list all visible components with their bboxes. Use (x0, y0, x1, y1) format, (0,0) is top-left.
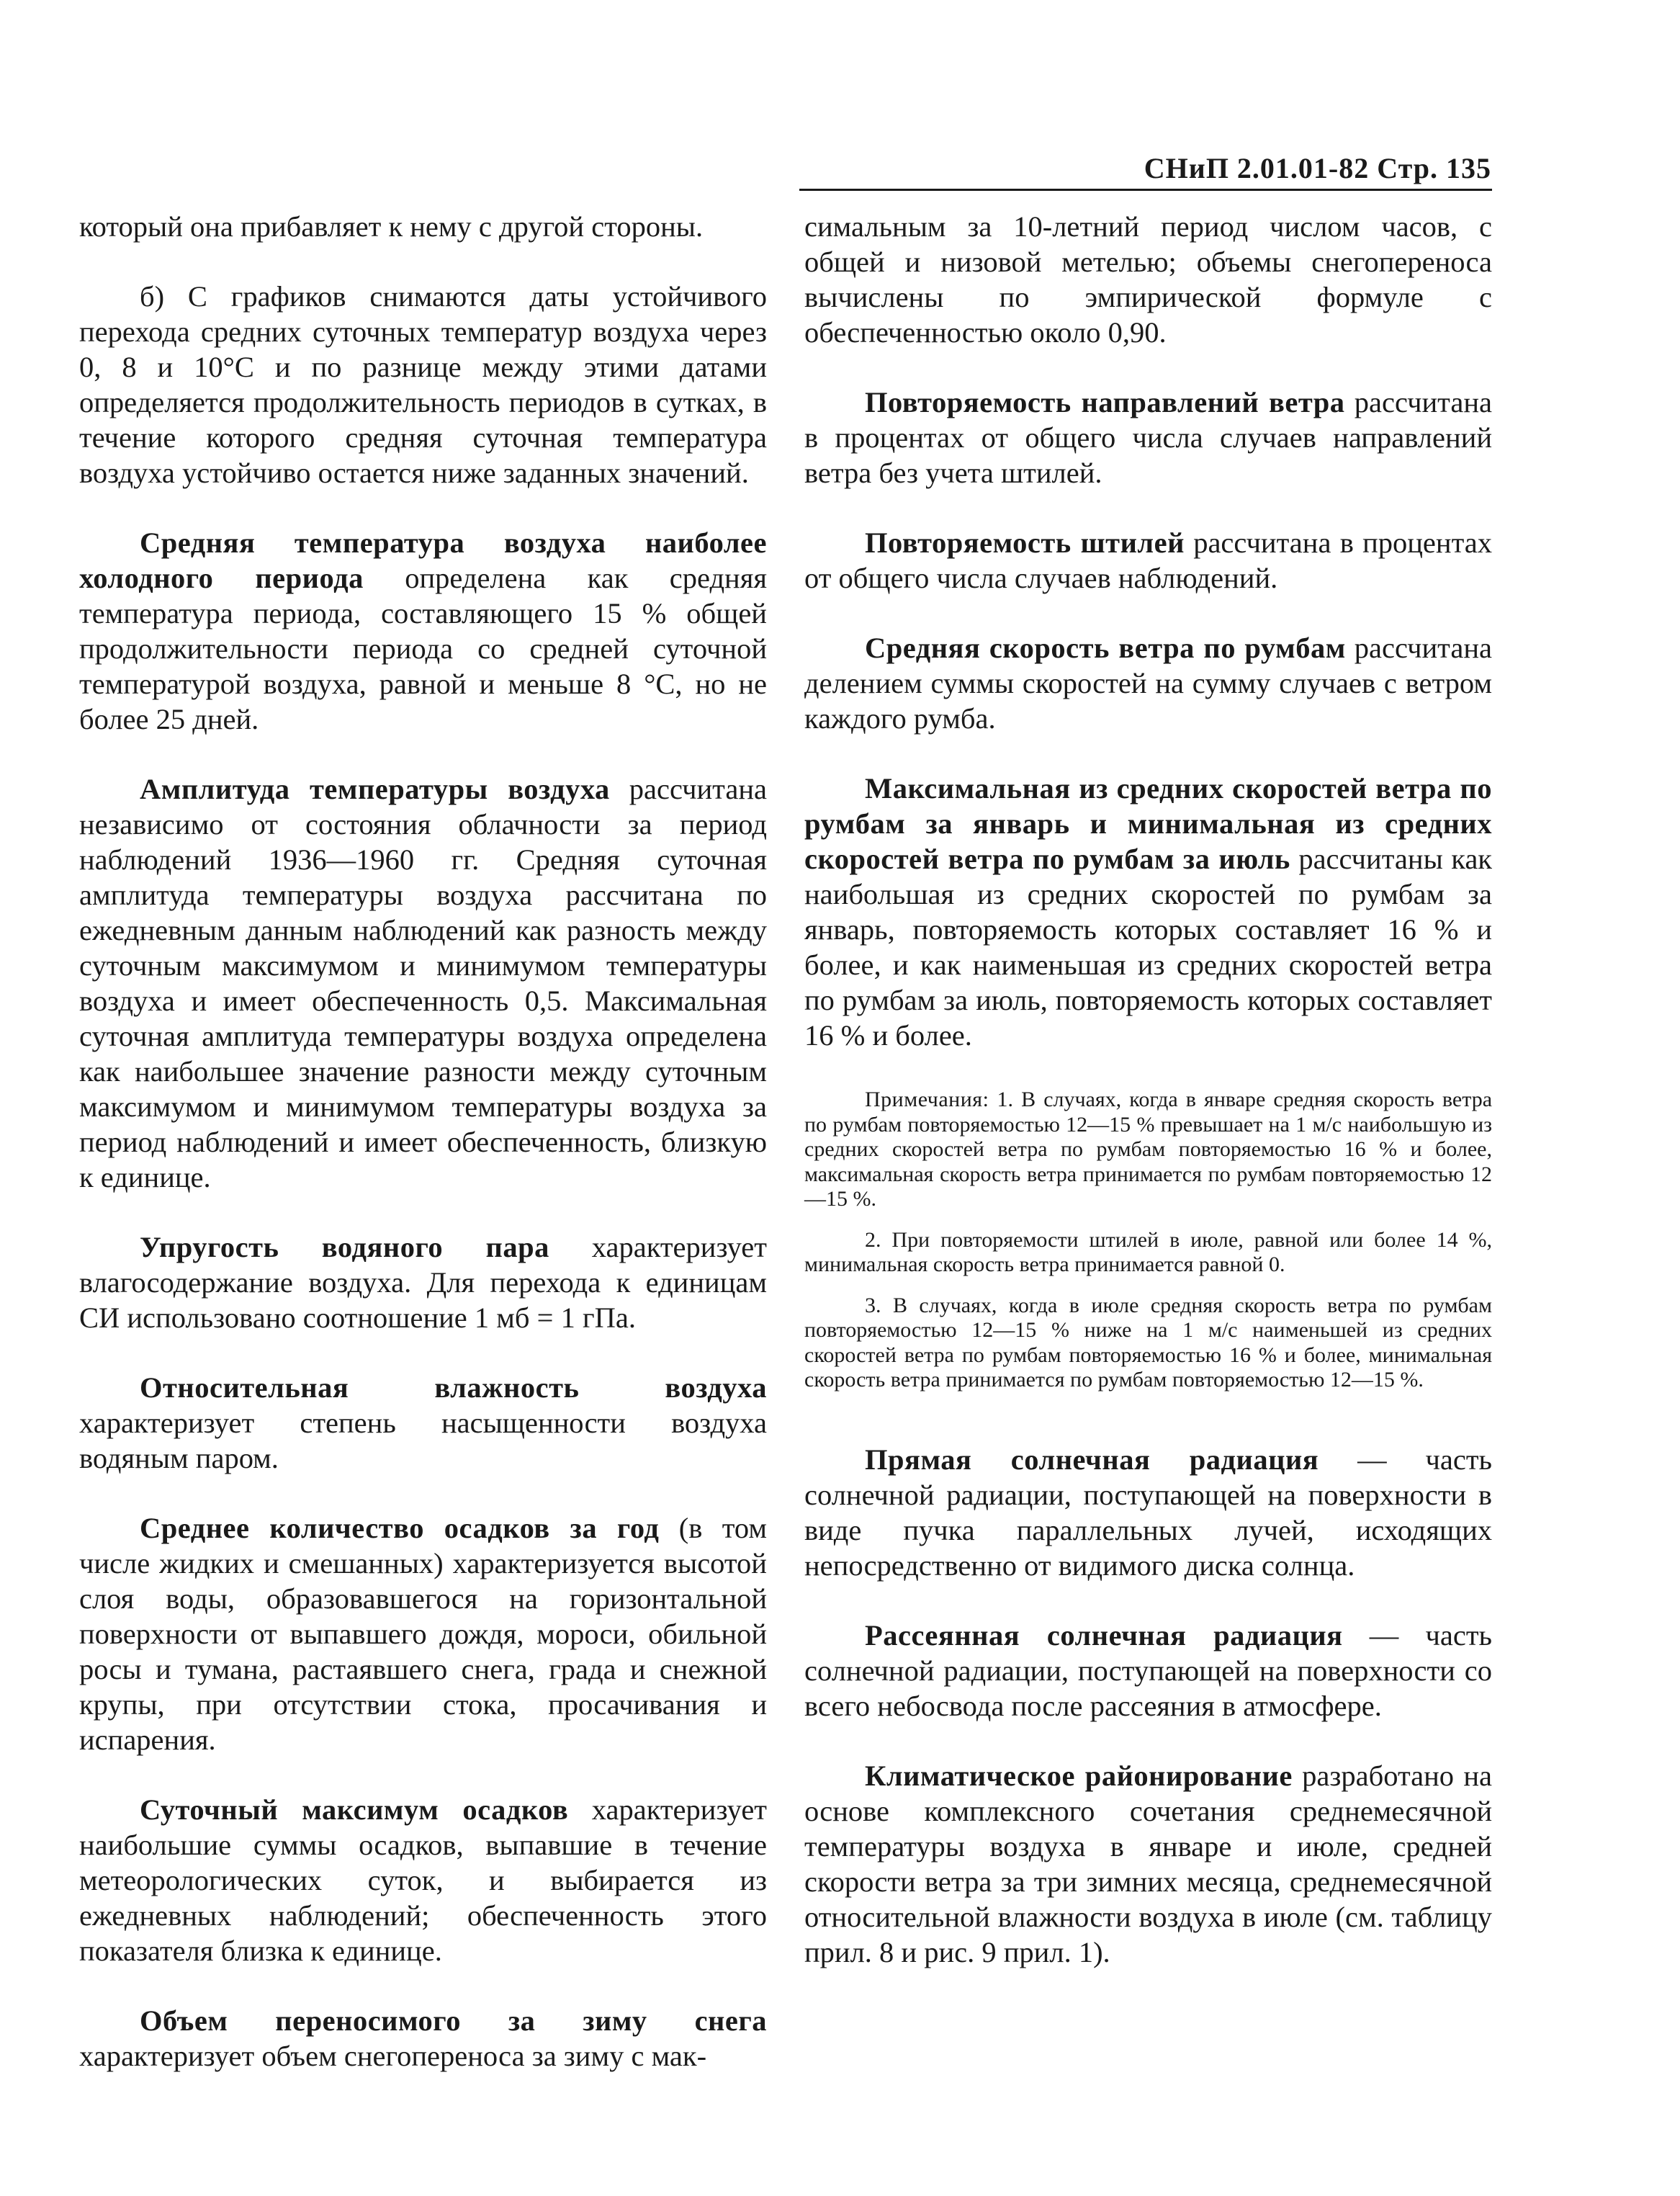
term: Упругость водяного пара (140, 1231, 549, 1263)
definition-text: характеризует наибольшие суммы осадков, выпавшие в течение метеорологических суток, и выбирается из ежедневных наблюдений; обеспеченность этого показателя близка к единице. (79, 1793, 767, 1967)
term: Амплитуда температуры воздуха (140, 773, 610, 805)
notes-title: Примечания: (865, 1088, 989, 1111)
definition-paragraph (804, 771, 1492, 1053)
definition-text: характеризует влагосодержание воздуха. Для перехода к единицам СИ использовано соотношение 1 мб = 1 гПа. (79, 1231, 767, 1334)
definition-text: рассчитана делением суммы скоростей на сумму случаев с ветром каждого румба. (804, 632, 1492, 735)
note-item (804, 1088, 1492, 1212)
term: Максимальная из средних скоростей ветра по румбам за январь и минимальная из средних скоростей ветра по румбам за июль (804, 772, 1492, 875)
term: Средняя скорость ветра по румбам (865, 632, 1346, 664)
definition-text: рассчитана независимо от состояния облачности за период наблюдений 1936—1960 гг. Средняя суточная амплитуда температуры воздуха рассчитана по ежедневным данным наблюдений как разность между суточным максимумом и минимумом температуры воздуха и имеет обеспеченность 0,5. Максимальная суточная амплитуда температуры воздуха определена как наибольшее значение разности между суточным максимумом и минимумом температуры воздуха за период наблюдений и имеет обеспеченность, близкую к единице. (79, 773, 767, 1193)
term: Климатическое районирование (865, 1759, 1293, 1792)
definition-text: определена как средняя температура периода, составляющего 15 % общей продолжительности периода со средней суточной температурой воздуха, равной и меньше 8 °С, но не более 25 дней. (79, 562, 767, 735)
note-text: 1. В случаях, когда в январе средняя скорость ветра по румбам повторяемостью 12—15 % превышает на 1 м/с наибольшую из средних скоростей ветра по румбам повторяемостью 16 % и более, максимальная скорость ветра принимается по румбам повторяемостью 12—15 %. (804, 1088, 1493, 1211)
definition-paragraph (79, 525, 767, 737)
definition-text: — часть солнечной радиации, поступающей на поверхности со всего небосвода после рассеяния в атмосфере. (804, 1618, 1492, 1722)
definition-text: характеризует степень насыщенности воздуха водяным паром. (79, 1407, 767, 1474)
header-rule (799, 189, 1492, 191)
definition-text: рассчитана в процентах от общего числа случаев наблюдений. (804, 526, 1492, 594)
definition-paragraph (804, 525, 1492, 596)
paragraph (79, 279, 767, 490)
term: Относительная влажность воздуха (140, 1371, 767, 1404)
note-item (804, 1228, 1492, 1278)
term: Рассеянная солнечная радиация (865, 1618, 1343, 1652)
definition-text: рассчитаны как наибольшая из средних скоростей по румбам за январь, повторяемость которых составляет 16 % и более, и как наименьшая из средних скоростей ветра по румбам за июль, повторяемость которых составляет 16 % и более. (804, 843, 1492, 1052)
definition-text: характеризует объем снегопереноса за зиму с мак- (79, 2040, 707, 2072)
definition-paragraph (79, 771, 767, 1195)
notes-block (804, 1088, 1492, 1393)
definition-paragraph (804, 1758, 1492, 1970)
definition-paragraph (804, 1618, 1492, 1724)
definition-paragraph (79, 1792, 767, 1968)
definition-paragraph (804, 385, 1492, 490)
term: Суточный максимум осадков (140, 1793, 569, 1826)
definition-text: рассчитана в процентах от общего числа случаев направлений ветра без учета штилей. (804, 386, 1492, 489)
definition-paragraph (79, 1510, 767, 1757)
definition-text: (в том числе жидких и смешанных) характеризуется высотой слоя воды, образовавшегося на горизонтальной поверхности от выпавшего дождя, мороси, обильной росы и тумана, растаявшего снега, града и снежной крупы, при отсутствии стока, просачивания и испарения. (79, 1512, 767, 1756)
term: Объем переносимого за зиму снега (140, 2004, 767, 2037)
term: Повторяемость штилей (865, 526, 1185, 559)
term: Повторяемость направлений ветра (865, 386, 1345, 418)
note-text: 3. В случаях, когда в июле средняя скорость ветра по румбам повторяемостью 12—15 % ниже на 1 м/с наименьшей из средних скоростей ветра по румбам повторяемостью 16 % и более, минимальная скорость ветра принимается по румбам повторяемостью 12—15 %. (804, 1293, 1492, 1391)
term: Среднее количество осадков за год (140, 1512, 660, 1544)
paragraph-text: который она прибавляет к нему с другой стороны. (79, 210, 704, 243)
definition-paragraph (79, 1370, 767, 1476)
definition-text: разработано на основе комплексного сочетания среднемесячной температуры воздуха в январе и июле, средней скорости ветра за три зимних месяца, среднемесячной относительной влажности воздуха в июле (см. таблицу прил. 8 и рис. 9 прил. 1). (804, 1759, 1492, 1968)
definition-paragraph (804, 630, 1492, 736)
definition-paragraph (804, 1442, 1492, 1583)
term: Средняя температура воздуха наиболее холодного периода (79, 526, 767, 594)
paragraph-text: б) С графиков снимаются даты устойчивого перехода средних суточных температур воздуха через 0, 8 и 10°С и по разнице между этими датами определяется продолжительность периодов в сутках, в течение которого средняя суточная температура воздуха устойчиво остается ниже заданных значений. (79, 280, 767, 489)
paragraph (804, 209, 1492, 350)
definition-text: — часть солнечной радиации, поступающей на поверхности в виде пучка параллельных лучей, исходящих непосредственно от видимого диска солнца. (804, 1443, 1492, 1582)
right-column (804, 209, 1492, 2004)
running-header: СНиП 2.01.01-82 Стр. 135 (1144, 152, 1491, 184)
left-column (79, 209, 767, 2108)
term: Прямая солнечная радиация (865, 1443, 1319, 1476)
definition-paragraph (79, 2003, 767, 2074)
paragraph-text: симальным за 10-летний период числом часов, с общей и низовой метелью; объемы снегопереноса вычислены по эмпирической формуле с обеспеченностью около 0,90. (804, 210, 1492, 349)
note-item (804, 1294, 1492, 1393)
note-text: 2. При повторяемости штилей в июле, равной или более 14 %, минимальная скорость ветра принимается равной 0. (804, 1227, 1492, 1276)
definition-paragraph (79, 1229, 767, 1335)
paragraph (79, 209, 767, 244)
